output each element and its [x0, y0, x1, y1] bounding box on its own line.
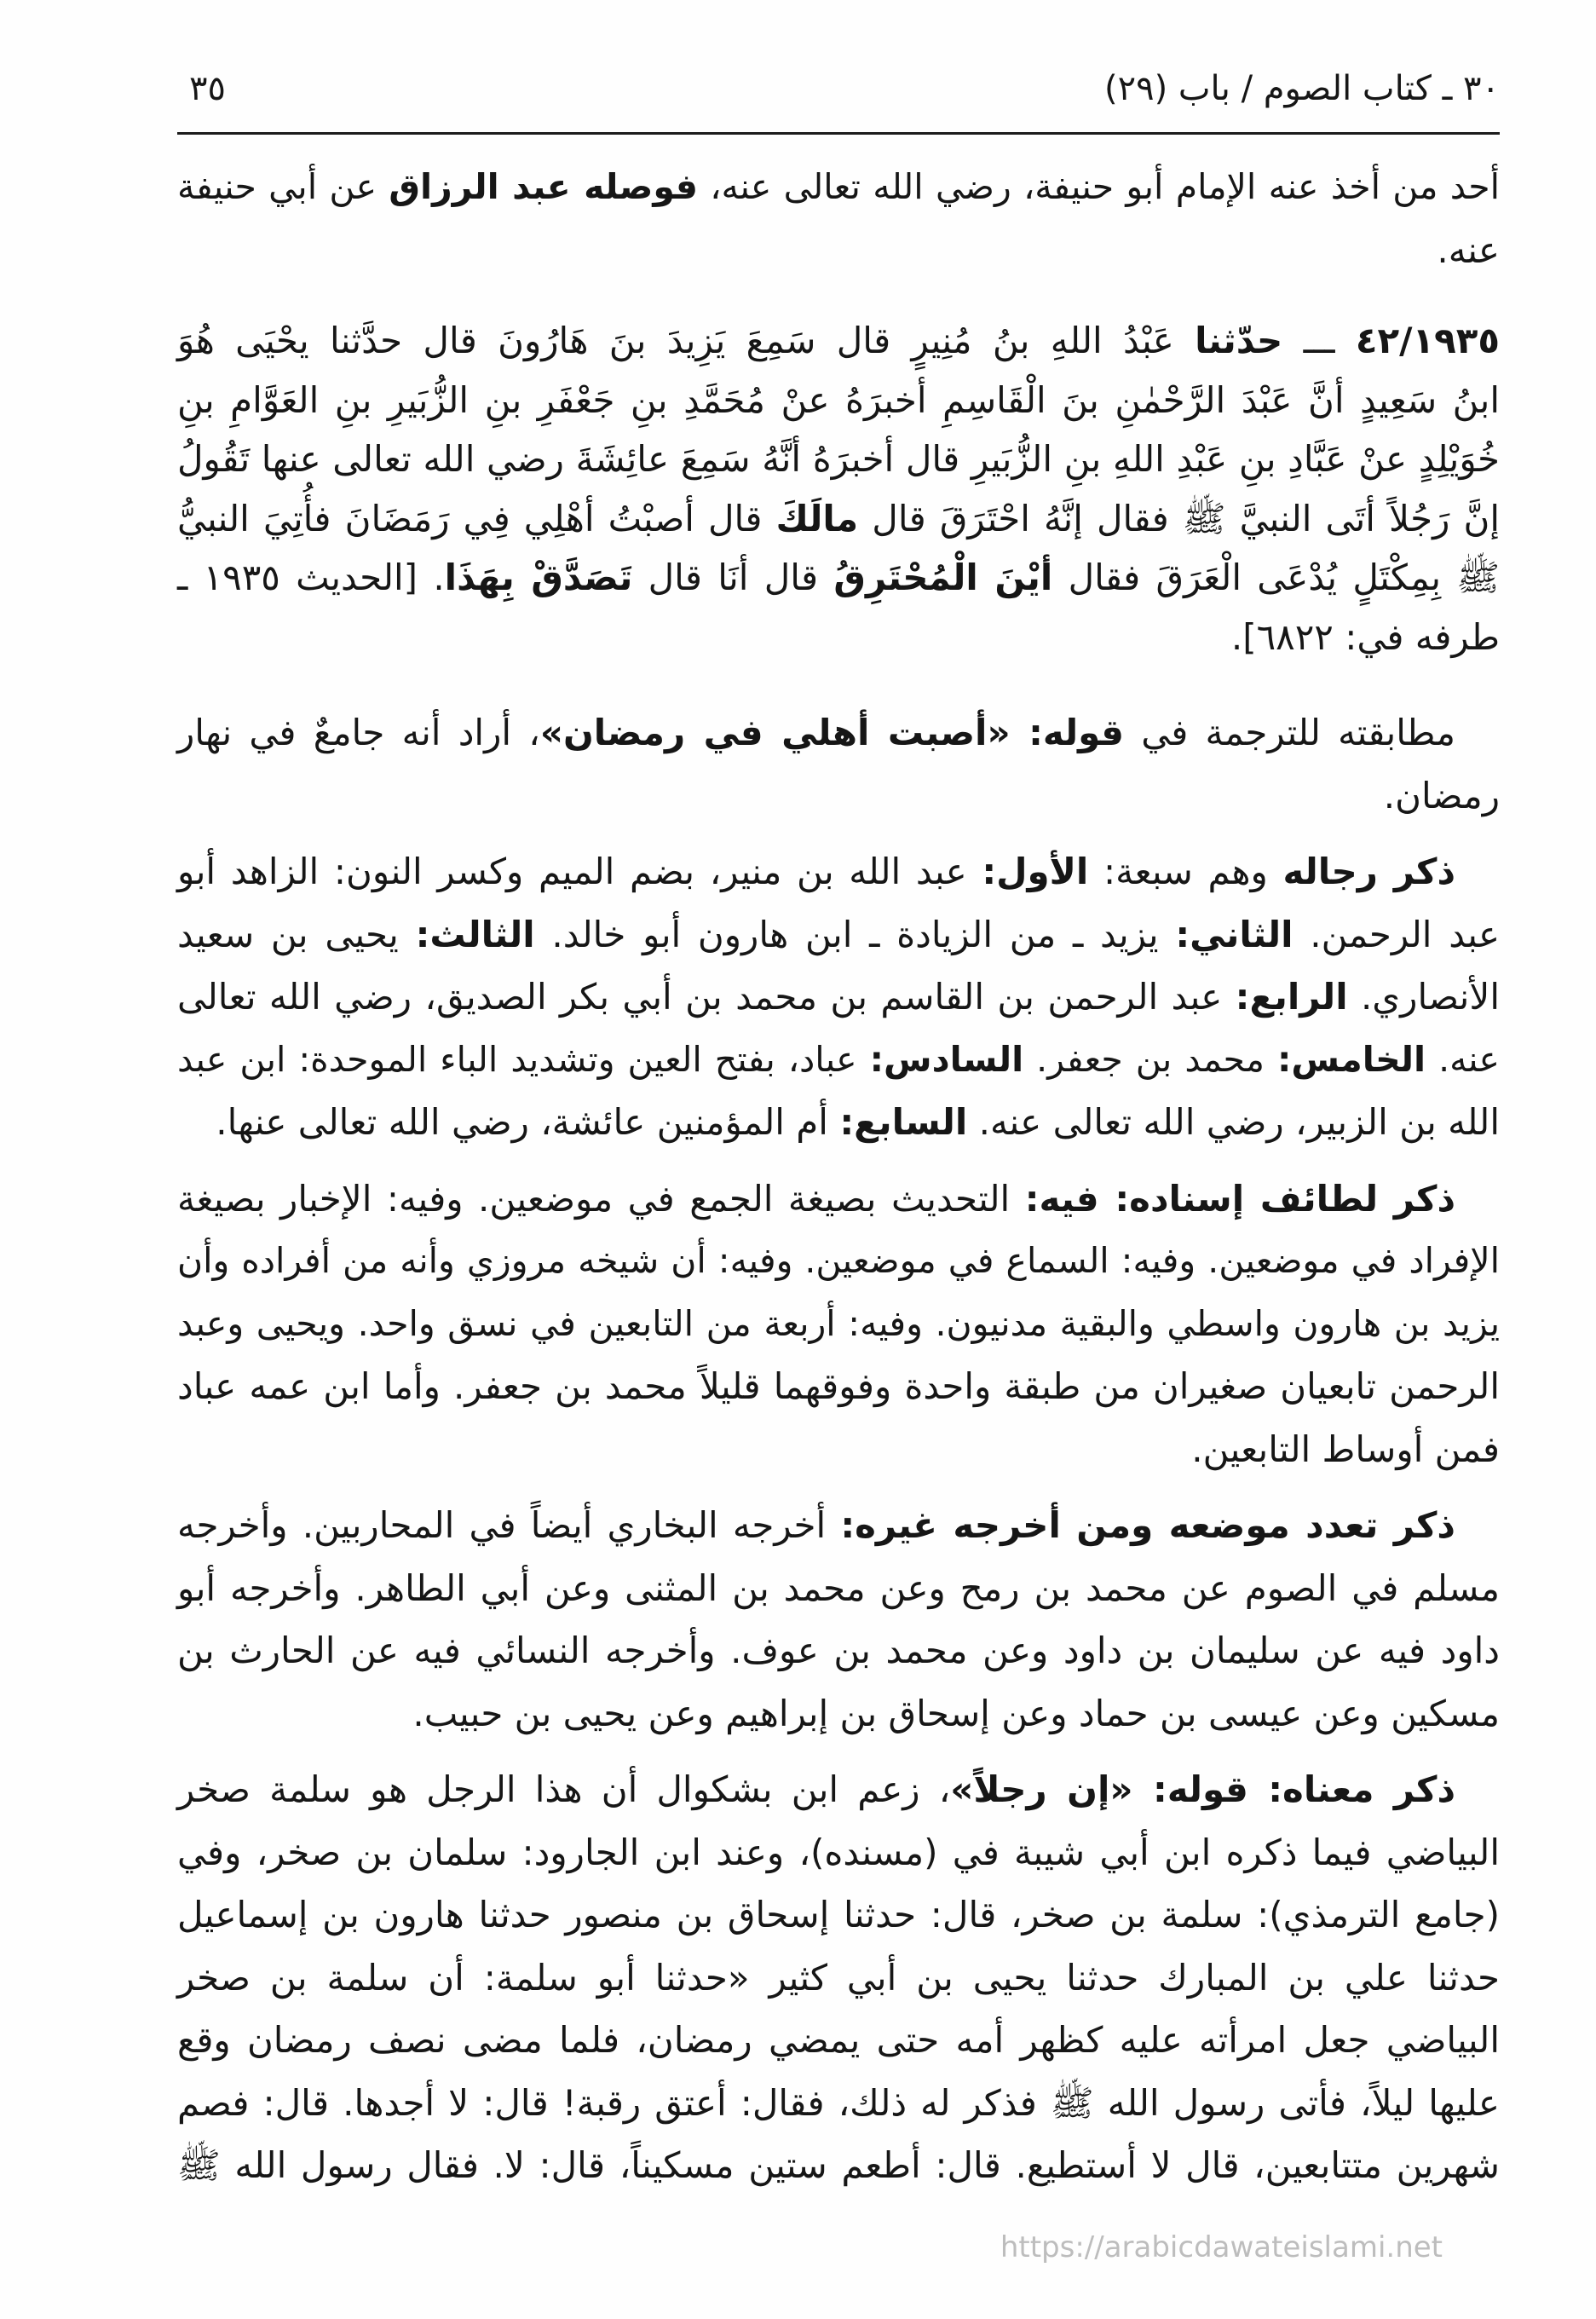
text-run: ـــ — [1282, 320, 1356, 361]
text-run: عن أبي حنيفة — [177, 166, 389, 207]
text-run: رمضان. — [1383, 774, 1500, 816]
text-run: البياضي جعل امرأته عليه كظهر أمه حتى يمضي رمضان، فلما مضى نصف رمضان وقع — [177, 2019, 1500, 2061]
text-line — [177, 1230, 1500, 1293]
text-run: عَبْدُ اللهِ بنُ مُنِيرٍ قال سَمِعَ يَزِيدَ بنَ هَارُونَ قال حدَّثنا يحْيَى هُوَ — [177, 320, 1196, 361]
bold-text-run: ٤٢/١٩٣٥ — [1355, 320, 1501, 361]
text-run: يزيد ـ من الزيادة ـ ابن هارون أبو خالد. — [534, 913, 1176, 955]
page-body — [177, 156, 1500, 2197]
text-run: عباد، بفتح العين وتشديد الباء الموحدة: ابن عبد — [177, 1038, 870, 1080]
text-line — [177, 1293, 1500, 1356]
text-line — [177, 1947, 1500, 2010]
text-run: وهم سبعة: — [1088, 851, 1283, 892]
text-line — [177, 156, 1500, 219]
text-line — [177, 1557, 1500, 1620]
text-run: إنَّ رَجُلاً أتَى النبيَّ ﷺ فقال إنَّهُ احْتَرَقَ قال — [858, 497, 1500, 539]
text-run: عليها ليلاً، فأتى رسول الله ﷺ فذكر له ذلك، فقال: أعتق رقبة! قال: لا أجدها. قال: فصم — [177, 2081, 1500, 2124]
bold-text-run: الثاني: — [1175, 913, 1294, 955]
text-run: الأنصاري. — [1347, 976, 1500, 1018]
text-line — [177, 966, 1500, 1029]
text-line — [177, 2072, 1500, 2135]
text-line — [177, 1029, 1500, 1092]
text-run: عبد الله بن منير، بضم الميم وكسر النون: الزاهد أبو — [177, 851, 982, 892]
text-run: ، أراد أنه جامعٌ في نهار — [177, 712, 540, 753]
other-narrations-paragraph — [177, 1494, 1500, 1745]
text-run: خُوَيْلِدٍ عنْ عَبَّادِ بنِ عَبْدِ اللهِ بنِ الزُّبَيرِ قال أخبرَهُ أنَّهُ سَمِعَ عائِشَةَ رضي الله تعالى عنها تَقُولُ — [177, 438, 1500, 480]
text-run: قال أصبْتُ أهْلِي فِي رَمَضَانَ فأُتِيَ النبيُّ — [177, 497, 776, 539]
text-run: أم المؤمنين عائشة، رضي الله تعالى عنها. — [216, 1101, 840, 1143]
text-run: طرفه في: ٦٨٢٢]. — [1230, 615, 1500, 658]
text-line — [177, 608, 1500, 667]
isnad-subtleties-paragraph — [177, 1168, 1500, 1481]
text-run: عبد الرحمن بن القاسم بن محمد بن أبي بكر الصديق، رضي الله تعالى — [177, 976, 1236, 1018]
text-run: أحد من أخذ عنه الإمام أبو حنيفة، رضي الله تعالى عنه، — [697, 166, 1501, 207]
narrators-paragraph — [177, 840, 1500, 1154]
bold-text-run: الرابع: — [1235, 976, 1348, 1018]
text-line — [177, 2134, 1500, 2197]
text-run: مطابقته للترجمة في — [1123, 712, 1455, 753]
text-run: التحديث بصيغة الجمع في موضعين. وفيه: الإخبار بصيغة — [177, 1177, 1025, 1220]
text-run: يحيى بن سعيد — [177, 913, 416, 955]
text-run: أخرجه البخاري أيضاً في المحاربين. وأخرجه — [177, 1504, 841, 1546]
bold-text-run: ذكر معناه: قوله: «إن رجلاً» — [950, 1768, 1455, 1810]
text-run: مسلم في الصوم عن محمد بن رمح وعن محمد بن المثنى وعن أبي الطاهر. وأخرجه أبو — [177, 1566, 1500, 1609]
text-line — [177, 840, 1500, 903]
text-line — [177, 1091, 1500, 1154]
text-run: عنه. — [1437, 228, 1500, 271]
text-run: يزيد بن هارون واسطي والبقية مدنيون. وفيه: أربعة من التابعين في نسق واحد. ويحيى وعبد — [177, 1302, 1500, 1344]
text-line — [177, 2009, 1500, 2072]
correspondence-paragraph — [177, 701, 1500, 827]
text-run: مسكين وعن عيسى بن حماد وعن إسحاق بن إبراهيم وعن يحيى بن حبيب. — [412, 1692, 1500, 1734]
bold-text-run: السادس: — [869, 1038, 1024, 1080]
text-run: (جامع الترمذي): سلمة بن صخر، قال: حدثنا إسحاق بن منصور حدثنا هارون بن إسماعيل — [177, 1894, 1500, 1935]
text-run: ﷺ بِمِكْتَلٍ يُدْعَى الْعَرَقَ فقال — [1052, 557, 1501, 598]
text-run: شهرين متتابعين، قال لا أستطيع. قال: أطعم ستين مسكيناً، قال: لا. فقال رسول الله ﷺ — [177, 2144, 1500, 2186]
text-line — [177, 701, 1500, 764]
text-run: داود فيه عن سليمان بن داود وعن محمد بن عوف. وأخرجه النسائي فيه عن الحارث بن — [177, 1630, 1500, 1671]
text-run: الله بن الزبير، رضي الله تعالى عنه. — [967, 1101, 1500, 1143]
text-line — [177, 1619, 1500, 1682]
text-line — [177, 430, 1500, 489]
text-line — [177, 1682, 1500, 1745]
text-run: ابنُ سَعِيدٍ أنَّ عَبْدَ الرَّحْمٰنِ بنَ الْقَاسِمِ أخبرَهُ عنْ مُحَمَّدِ بنِ جَعْفَرِ بنِ الزُّبَيرِ بنِ العَوَّامِ بنِ — [177, 378, 1500, 421]
text-line — [177, 489, 1500, 549]
text-run: الرحمن تابعيان صغيران من طبقة واحدة وفوقهما قليلاً محمد بن جعفر. وأما ابن عمه عباد — [177, 1365, 1500, 1407]
text-line — [177, 219, 1500, 282]
bold-text-run: الثالث: — [415, 913, 535, 955]
text-run: عبد الرحمن. — [1293, 913, 1500, 955]
bold-text-run: حدّثنا — [1195, 320, 1283, 361]
text-line — [177, 1494, 1500, 1557]
meaning-paragraph — [177, 1758, 1500, 2197]
text-run: عنه. — [1426, 1038, 1500, 1080]
bold-text-run: مالَكَ — [775, 497, 859, 539]
text-line — [177, 311, 1500, 371]
text-line — [177, 903, 1500, 966]
bold-text-run: تَصَدَّقْ بِهَذَا — [444, 557, 633, 598]
bold-text-run: أيْنَ الْمُحْتَرِقُ — [833, 557, 1053, 598]
text-run: ، زعم ابن بشكوال أن هذا الرجل هو سلمة صخر — [177, 1768, 951, 1810]
text-run: فمن أوساط التابعين. — [1191, 1428, 1500, 1470]
text-line — [177, 548, 1500, 608]
text-line — [177, 1355, 1500, 1418]
text-line — [177, 1821, 1500, 1884]
bold-text-run: فوصله عبد الرزاق — [389, 166, 698, 207]
text-line — [177, 371, 1500, 430]
continuation-paragraph — [177, 156, 1500, 281]
text-run: قال أنَا قال — [632, 557, 834, 598]
text-run: حدثنا علي بن المبارك حدثنا يحيى بن أبي كثير «حدثنا أبو سلمة: أن سلمة بن صخر — [177, 1956, 1500, 1999]
text-line — [177, 1758, 1500, 1821]
bold-text-run: ذكر لطائف إسناده: فيه: — [1024, 1177, 1455, 1220]
text-run: . [الحديث ١٩٣٥ ـ — [177, 557, 445, 598]
running-title: ٣٠ ـ كتاب الصوم / باب (٢٩) — [1104, 69, 1500, 108]
bold-text-run: الأول: — [982, 851, 1089, 892]
text-line — [177, 1168, 1500, 1231]
text-line — [177, 1418, 1500, 1481]
text-line — [177, 764, 1500, 828]
bold-text-run: ذكر رجاله — [1282, 851, 1456, 892]
text-line — [177, 1883, 1500, 1947]
bold-text-run: الخامس: — [1276, 1038, 1426, 1080]
bold-text-run: السابع: — [839, 1101, 968, 1143]
hadith-paragraph — [177, 311, 1500, 666]
page-header — [177, 58, 1500, 119]
page-number: ٣٥ — [189, 69, 226, 108]
text-run: محمد بن جعفر. — [1023, 1038, 1277, 1080]
watermark-url: https://arabicdawateislami.net — [1000, 2230, 1443, 2264]
header-rule — [177, 132, 1500, 135]
bold-text-run: قوله: «أصبت أهلي في رمضان» — [539, 712, 1124, 753]
bold-text-run: ذكر تعدد موضعه ومن أخرجه غيره: — [840, 1504, 1455, 1546]
text-run: الإفراد في موضعين. وفيه: السماع في موضعين. وفيه: أن شيخه مروزي وأنه من أفراده وأن — [177, 1240, 1500, 1281]
text-run: البياضي فيما ذكره ابن أبي شيبة في (مسنده)، وعند ابن الجارود: سلمان بن صخر، وفي — [177, 1831, 1500, 1873]
